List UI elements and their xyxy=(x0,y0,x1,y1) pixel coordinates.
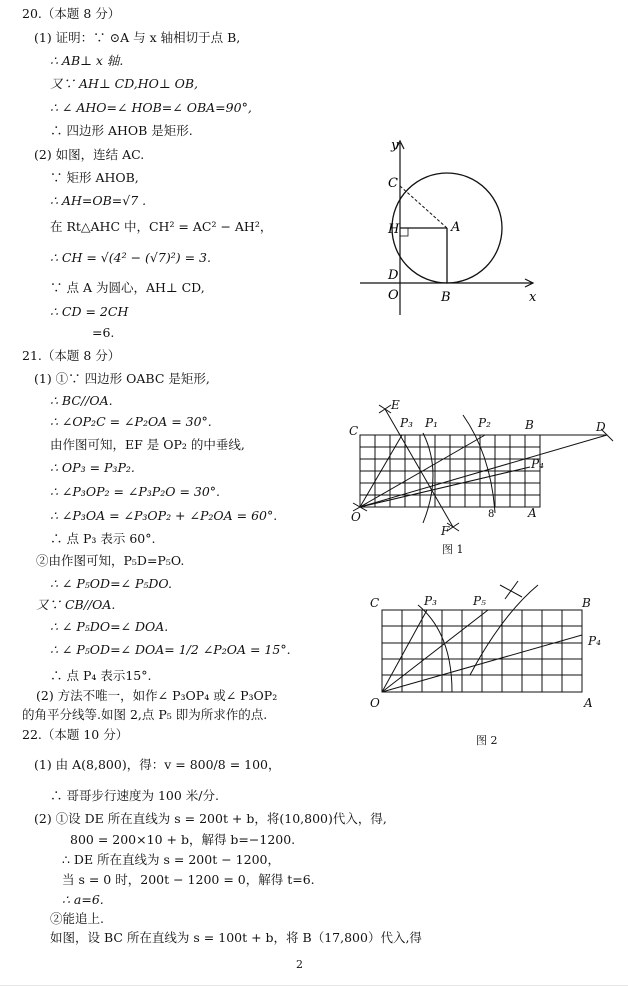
label-a: A xyxy=(451,220,461,235)
fig2-label-p4: P₄ xyxy=(588,634,601,648)
q21-p1-line4: 由作图可知，EF 是 OP₂ 的中垂线, xyxy=(50,437,245,452)
q21-figure-1 xyxy=(345,395,615,535)
fig2-label-b: B xyxy=(582,596,591,610)
fig2-label-p3: P₃ xyxy=(424,594,437,608)
q20-p2-line6: ∵ 点 A 为圆心，AH⊥ CD, xyxy=(50,280,205,295)
q21-p1b-line5: ∴ ∠ P₅OD=∠ DOA= 1/2 ∠P₂OA = 15°. xyxy=(50,642,291,657)
q20-p2-line7: ∴ CD = 2CH xyxy=(50,304,129,319)
q21-p1-line2: ∴ BC//OA. xyxy=(50,393,113,408)
fig2-label-o: O xyxy=(370,696,380,710)
q20-p1-line3: 又∵ AH⊥ CD,HO⊥ OB, xyxy=(50,76,199,91)
fig1-label-e: E xyxy=(391,398,400,412)
fig1-label-b: B xyxy=(525,418,534,432)
fig1-label-8: 8 xyxy=(488,509,495,520)
q20-p1-line2: ∴ AB⊥ x 轴. xyxy=(50,53,124,68)
q20-circle-figure xyxy=(355,135,545,325)
q22-p2-line5: ∴ a=6. xyxy=(62,892,104,907)
q22-p2-line6: ②能追上. xyxy=(50,911,104,926)
label-x: x xyxy=(529,290,537,305)
q22-p2-line2: 800 = 200×10 + b，解得 b=−1200. xyxy=(70,832,296,847)
label-c: C xyxy=(388,176,398,191)
label-d: D xyxy=(388,268,399,283)
q21-p1-line5: ∴ OP₃ = P₃P₂. xyxy=(50,460,135,475)
q20-header: 20.（本题 8 分） xyxy=(22,6,121,21)
q20-p2-line8: =6. xyxy=(92,325,115,340)
figure-2-caption: 图 2 xyxy=(476,734,498,747)
q22-p2-line1: (2) ①设 DE 所在直线为 s = 200t + b，将(10,800)代入，得, xyxy=(34,811,387,826)
q21-p1-intro: (1) ①∵ 四边形 OABC 是矩形, xyxy=(34,371,210,386)
q22-p2-line4: 当 s = 0 时，200t − 1200 = 0，解得 t=6. xyxy=(62,872,315,887)
q21-figure-2 xyxy=(360,575,610,715)
label-o: O xyxy=(388,288,399,303)
page-bottom-divider xyxy=(0,985,628,986)
q22-p2-line3: ∴ DE 所在直线为 s = 200t − 1200， xyxy=(62,852,280,867)
q22-p1-line2: ∴ 哥哥步行速度为 100 米/分. xyxy=(50,788,219,803)
q20-p2-line5: ∴ CH = √(4² − (√7)²) = 3. xyxy=(50,250,211,265)
fig1-label-a: A xyxy=(528,506,537,520)
q20-p1-line4: ∴ ∠ AHO=∠ HOB=∠ OBA=90°, xyxy=(50,100,252,115)
q21-p1-line3: ∴ ∠OP₂C = ∠P₂OA = 30°. xyxy=(50,414,212,429)
fig1-label-f: F xyxy=(441,524,450,535)
q22-p1-line1: (1) 由 A(8,800)，得：v = 800/8 = 100， xyxy=(34,757,281,772)
q21-p1b-intro: ②由作图可知，P₅D=P₅O. xyxy=(36,553,185,568)
fig2-label-a: A xyxy=(584,696,593,710)
fig1-label-d: D xyxy=(596,420,606,434)
label-b: B xyxy=(441,290,451,305)
q20-p1-line5: ∴ 四边形 AHOB 是矩形. xyxy=(50,123,193,138)
page-number: 2 xyxy=(296,958,303,971)
fig1-label-c: C xyxy=(349,424,359,438)
q20-p1-intro: (1) 证明：∵ ⊙A 与 x 轴相切于点 B, xyxy=(34,30,241,45)
fig2-label-c: C xyxy=(370,596,380,610)
q21-p2-line2: 的角平分线等.如图 2,点 P₅ 即为所求作的点. xyxy=(22,707,268,722)
fig1-label-o: O xyxy=(351,510,361,524)
q21-p1-line6: ∴ ∠P₃OP₂ = ∠P₃P₂O = 30°. xyxy=(50,484,221,499)
q21-p1b-line2: ∴ ∠ P₅OD=∠ P₅DO. xyxy=(50,576,172,591)
q20-p2-line3: ∴ AH=OB=√7 . xyxy=(50,193,147,208)
q21-p1b-line3: 又∵ CB//OA. xyxy=(36,597,116,612)
label-h: H xyxy=(388,222,400,237)
q20-p2-intro: (2) 如图，连结 AC. xyxy=(34,147,145,162)
q21-p1-line7: ∴ ∠P₃OA = ∠P₃OP₂ + ∠P₂OA = 60°. xyxy=(50,508,278,523)
fig1-label-p1: P₁ xyxy=(425,416,438,430)
fig1-label-p2: P₂ xyxy=(478,416,491,430)
q20-p2-line2: ∵ 矩形 AHOB, xyxy=(50,170,139,185)
figure-1-caption: 图 1 xyxy=(442,543,464,556)
q21-p1b-line6: ∴ 点 P₄ 表示15°. xyxy=(50,668,152,683)
q20-p2-line4: 在 Rt△AHC 中，CH² = AC² − AH²， xyxy=(50,219,273,234)
label-y: y xyxy=(391,138,399,153)
fig1-label-p3: P₃ xyxy=(400,416,413,430)
q21-header: 21.（本题 8 分） xyxy=(22,348,121,363)
q22-p2-line7: 如图，设 BC 所在直线为 s = 100t + b，将 B（17,800）代入,得 xyxy=(50,930,422,945)
q22-header: 22.（本题 10 分） xyxy=(22,727,129,742)
fig1-label-p4: P₄ xyxy=(531,457,544,471)
fig2-label-p5: P₅ xyxy=(473,594,486,608)
q21-p2-line1: (2) 方法不唯一，如作∠ P₃OP₄ 或∠ P₃OP₂ xyxy=(36,688,278,703)
q21-p1-line8: ∴ 点 P₃ 表示 60°. xyxy=(50,531,156,546)
q21-p1b-line4: ∴ ∠ P₅DO=∠ DOA. xyxy=(50,619,169,634)
